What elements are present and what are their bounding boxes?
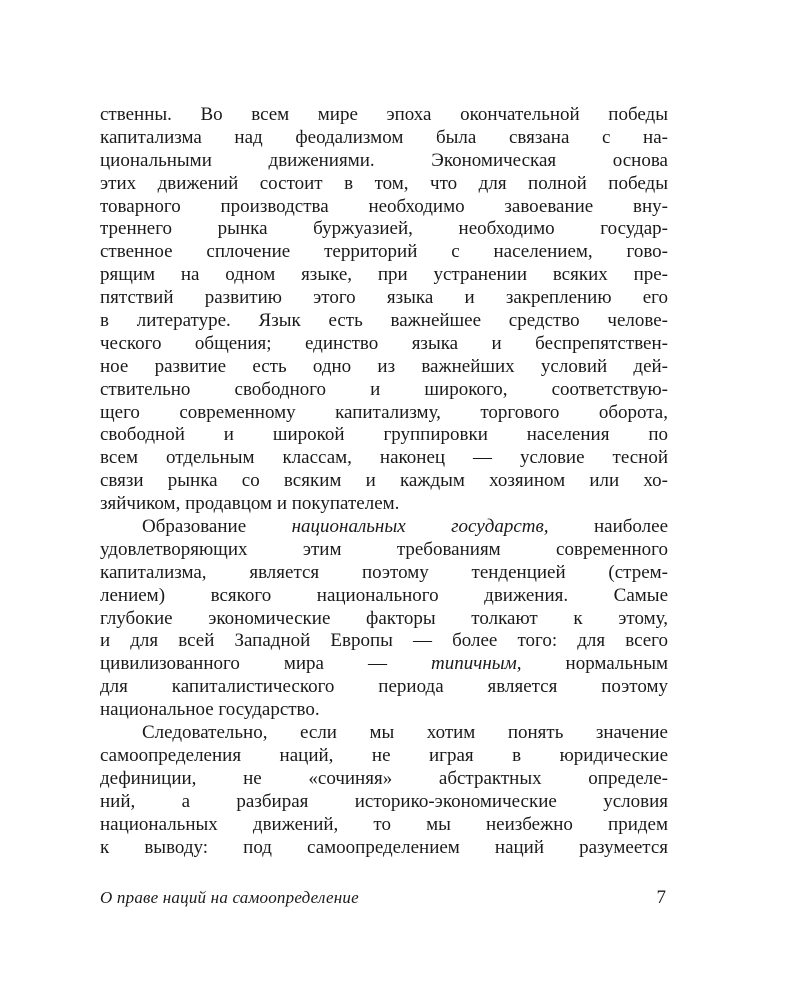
text-line: глубокие экономические факторы толкают к этому, — [100, 607, 668, 629]
text-line: Следовательно, если мы хотим понять значение — [142, 722, 668, 744]
book-page-text — [100, 104, 668, 859]
text-line: к выводу: под самоопределением наций разумеется — [100, 836, 668, 858]
text-line: самоопределения наций, не играя в юридические — [100, 744, 668, 766]
text-line: капитализма над феодализмом была связана с на- — [100, 126, 668, 148]
text-run: Образование — [142, 516, 292, 538]
text-line: ное развитие есть одно из важнейших условий дей- — [100, 355, 668, 377]
paragraph-1 — [100, 104, 668, 516]
text-line: ственны. Во всем мире эпоха окончательной победы — [100, 104, 668, 125]
paragraph-3 — [100, 722, 668, 859]
text-line: национальное государство. — [100, 699, 320, 721]
text-line: товарного производства необходимо завоевание вну- — [100, 195, 668, 217]
page-footer — [100, 884, 668, 912]
text-line: рящим на одном языке, при устранении всяких пре- — [100, 264, 668, 286]
paragraph-2 — [100, 516, 668, 722]
text-line: и для всей Западной Европы — более того: для всего — [100, 630, 668, 652]
text-line: всем отдельным классам, наконец — условие тесной — [100, 447, 668, 469]
text-line: циональными движениями. Экономическая основа — [100, 149, 668, 171]
text-run: наиболее — [548, 516, 668, 538]
text-line: для капиталистического периода является поэтому — [100, 676, 668, 698]
text-line: зяйчиком, продавцом и покупателем. — [100, 493, 400, 515]
text-line: свободной и широкой группировки населения по — [100, 424, 668, 446]
page-number: 7 — [656, 887, 666, 908]
text-line: ний, а разбирая историко-экономические условия — [100, 790, 668, 812]
text-line: связи рынка со всяким и каждым хозяином или хо- — [100, 470, 668, 492]
text-line — [100, 516, 668, 539]
text-line — [100, 653, 668, 676]
emphasis-text: национальных государств, — [291, 516, 549, 538]
running-title: О праве наций на самоопределение — [100, 888, 359, 907]
text-line: пятствий развитию этого языка и закреплению его — [100, 287, 668, 309]
text-line: щего современному капитализму, торгового оборота, — [100, 401, 668, 423]
text-line: национальных движений, то мы неизбежно придем — [100, 813, 668, 835]
text-line: дефиниции, не «сочиняя» абстрактных определе- — [100, 767, 668, 789]
text-line: этих движений состоит в том, что для полной победы — [100, 172, 668, 194]
text-line: капитализма, является поэтому тенденцией (стрем- — [100, 561, 668, 583]
text-line: ствительно свободного и широкого, соответствую- — [100, 378, 668, 400]
text-line: в литературе. Язык есть важнейшее средство челове- — [100, 310, 668, 332]
text-line: ческого общения; единство языка и беспрепятствен- — [100, 332, 668, 354]
text-line: ственное сплочение территорий с населением, гово- — [100, 241, 668, 263]
text-line: лением) всякого национального движения. Самые — [100, 584, 668, 606]
emphasis-text: типичным, — [431, 653, 522, 675]
text-line: удовлетворяющих этим требованиям современного — [100, 538, 668, 560]
text-line: треннего рынка буржуазией, необходимо государ- — [100, 218, 668, 240]
text-run: нормальным — [521, 653, 669, 675]
text-run: цивилизованного мира — — [100, 653, 432, 675]
